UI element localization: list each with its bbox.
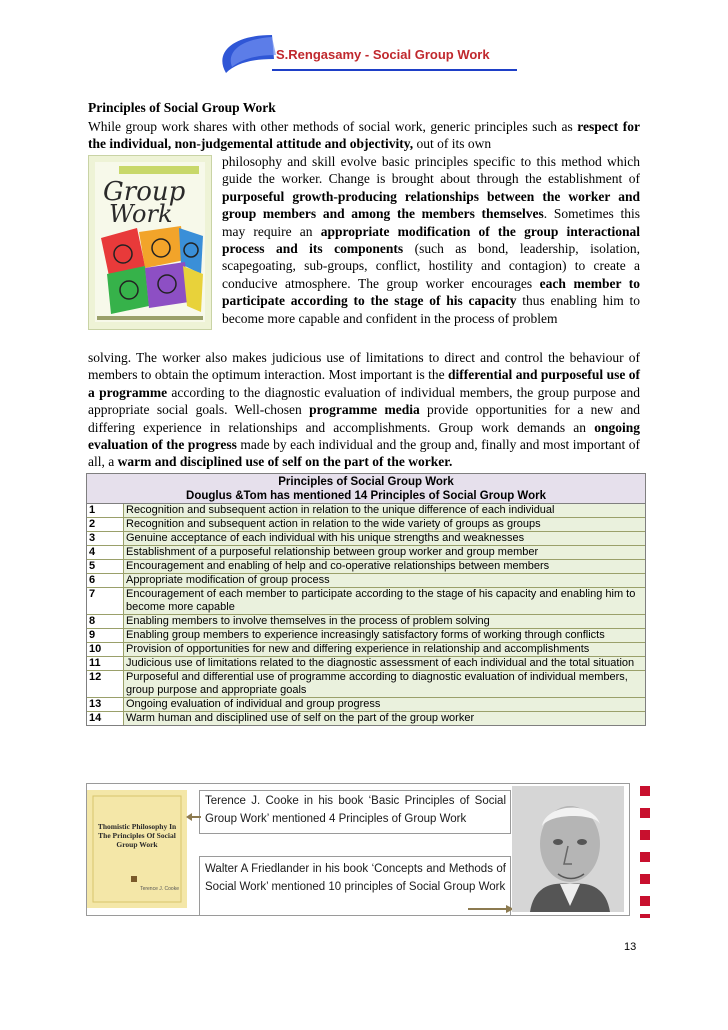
decorative-square — [640, 808, 650, 818]
row-text: Enabling group members to experience increasingly satisfactory forms of working through conflicts — [123, 629, 645, 642]
header-title: S.Rengasamy - Social Group Work — [276, 47, 490, 62]
friedlander-reference: Walter A Friedlander in his book ‘Concepts and Methods of Social Work’ mentioned 10 principles of Social Group Work — [199, 856, 511, 916]
page-header — [212, 33, 512, 77]
book2-illustration — [87, 790, 187, 908]
decorative-square — [640, 874, 650, 884]
row-number: 8 — [87, 615, 123, 628]
table-row — [87, 712, 645, 725]
decorative-square — [640, 896, 650, 906]
group-work-book-cover — [88, 155, 212, 330]
row-number: 11 — [87, 657, 123, 670]
row-text: Establishment of a purposeful relationship between group worker and group member — [123, 546, 645, 559]
row-number: 3 — [87, 532, 123, 545]
row-text: Encouragement and enabling of help and co-operative relationships between members — [123, 560, 645, 573]
row-text: Warm human and disciplined use of self on the part of the group worker — [123, 712, 645, 725]
row-text: Enabling members to involve themselves in the process of problem solving — [123, 615, 645, 628]
row-number: 4 — [87, 546, 123, 559]
header-underline — [272, 69, 517, 71]
table-row — [87, 629, 645, 643]
table-row — [87, 643, 645, 657]
row-number: 14 — [87, 712, 123, 725]
table-row — [87, 657, 645, 671]
row-text: Genuine acceptance of each individual with his unique strengths and weaknesses — [123, 532, 645, 545]
book2-author: Terence J. Cooke — [140, 886, 179, 892]
row-number: 12 — [87, 671, 123, 697]
portrait-illustration — [512, 786, 624, 912]
row-number: 10 — [87, 643, 123, 656]
row-text: Encouragement of each member to participate according to the stage of his capacity and enabling him to become more capable — [123, 588, 645, 614]
row-text: Recognition and subsequent action in relation to the wide variety of groups as groups — [123, 518, 645, 531]
row-number: 2 — [87, 518, 123, 531]
thomistic-book-cover — [87, 790, 187, 908]
row-text: Appropriate modification of group process — [123, 574, 645, 587]
table-row — [87, 560, 645, 574]
book2-title: Thomistic Philosophy In The Principles Of Social Group Work — [97, 822, 177, 849]
full-paragraph: solving. The worker also makes judicious use of limitations to direct and control the behaviour of members to obtain the optimum interaction. Most important is the differential and purposeful use of a programme according to the diagnostic evaluation of individual members, the group purpose and appropriate social goals. Well-chosen programme media provide opportunities for a new and differing experience in relationships and accomplishments. Group work demands an ongoing evaluation of the progress made by each individual and the group and, finally and most important of all, a warm and disciplined use of self on the part of the worker. — [88, 350, 640, 470]
cover-title-line1: Group — [103, 177, 186, 207]
page-number: 13 — [624, 941, 637, 953]
table-title: Principles of Social Group Work — [278, 476, 454, 488]
arrow-right-icon — [468, 904, 514, 914]
table-row — [87, 615, 645, 629]
table-subtitle: Douglus &Tom has mentioned 14 Principles of Social Group Work — [186, 490, 546, 502]
table-row — [87, 546, 645, 560]
decorative-square — [640, 852, 650, 862]
row-number: 6 — [87, 574, 123, 587]
row-number: 7 — [87, 588, 123, 614]
row-text: Purposeful and differential use of programme according to diagnostic evaluation of individual members, group purpose and appropriate goals — [123, 671, 645, 697]
row-number: 5 — [87, 560, 123, 573]
friedlander-portrait — [512, 786, 624, 912]
principles-table — [86, 473, 646, 726]
table-row — [87, 574, 645, 588]
table-row — [87, 588, 645, 615]
cooke-reference: Terence J. Cooke in his book ‘Basic Principles of Social Group Work’ mentioned 4 Principles of Group Work — [199, 790, 511, 834]
row-text: Provision of opportunities for new and differing experience in relationship and accomplishments — [123, 643, 645, 656]
book-cover-illustration — [89, 156, 212, 330]
row-text: Recognition and subsequent action in relation to the unique difference of each individual — [123, 504, 645, 517]
table-body — [87, 504, 645, 725]
table-row — [87, 671, 645, 698]
side-paragraph: philosophy and skill evolve basic principles specific to this method which guide the worker. Change is brought about through the establishment of purposeful growth-producing relationships between the worker and group members and among the members themselves. Sometimes this may require an appropriate modification of the group interactional process and its components (such as bond, leadership, isolation, scapegoating, sub-groups, conflict, hostility and contagion) to create a conducive atmosphere. The group worker encourages each member to participate according to the stage of his capacity thus enabling him to become more capable and confident in the process of problem — [222, 154, 640, 326]
row-number: 9 — [87, 629, 123, 642]
table-row — [87, 518, 645, 532]
table-header — [87, 474, 645, 504]
cover-title-line2: Work — [109, 200, 173, 228]
row-text: Ongoing evaluation of individual and group progress — [123, 698, 645, 711]
table-row — [87, 532, 645, 546]
decorative-square — [640, 786, 650, 796]
row-number: 1 — [87, 504, 123, 517]
row-text: Judicious use of limitations related to the diagnostic assessment of each individual and the total situation — [123, 657, 645, 670]
decorative-square — [640, 830, 650, 840]
table-row — [87, 698, 645, 712]
decorative-square — [640, 914, 650, 918]
table-row — [87, 504, 645, 518]
intro-paragraph: While group work shares with other methods of social work, generic principles such as respect for the individual, non-judgemental attitude and objectivity, out of its own — [88, 119, 641, 152]
section-heading: Principles of Social Group Work — [88, 100, 276, 115]
row-number: 13 — [87, 698, 123, 711]
arrow-left-icon — [186, 812, 202, 822]
